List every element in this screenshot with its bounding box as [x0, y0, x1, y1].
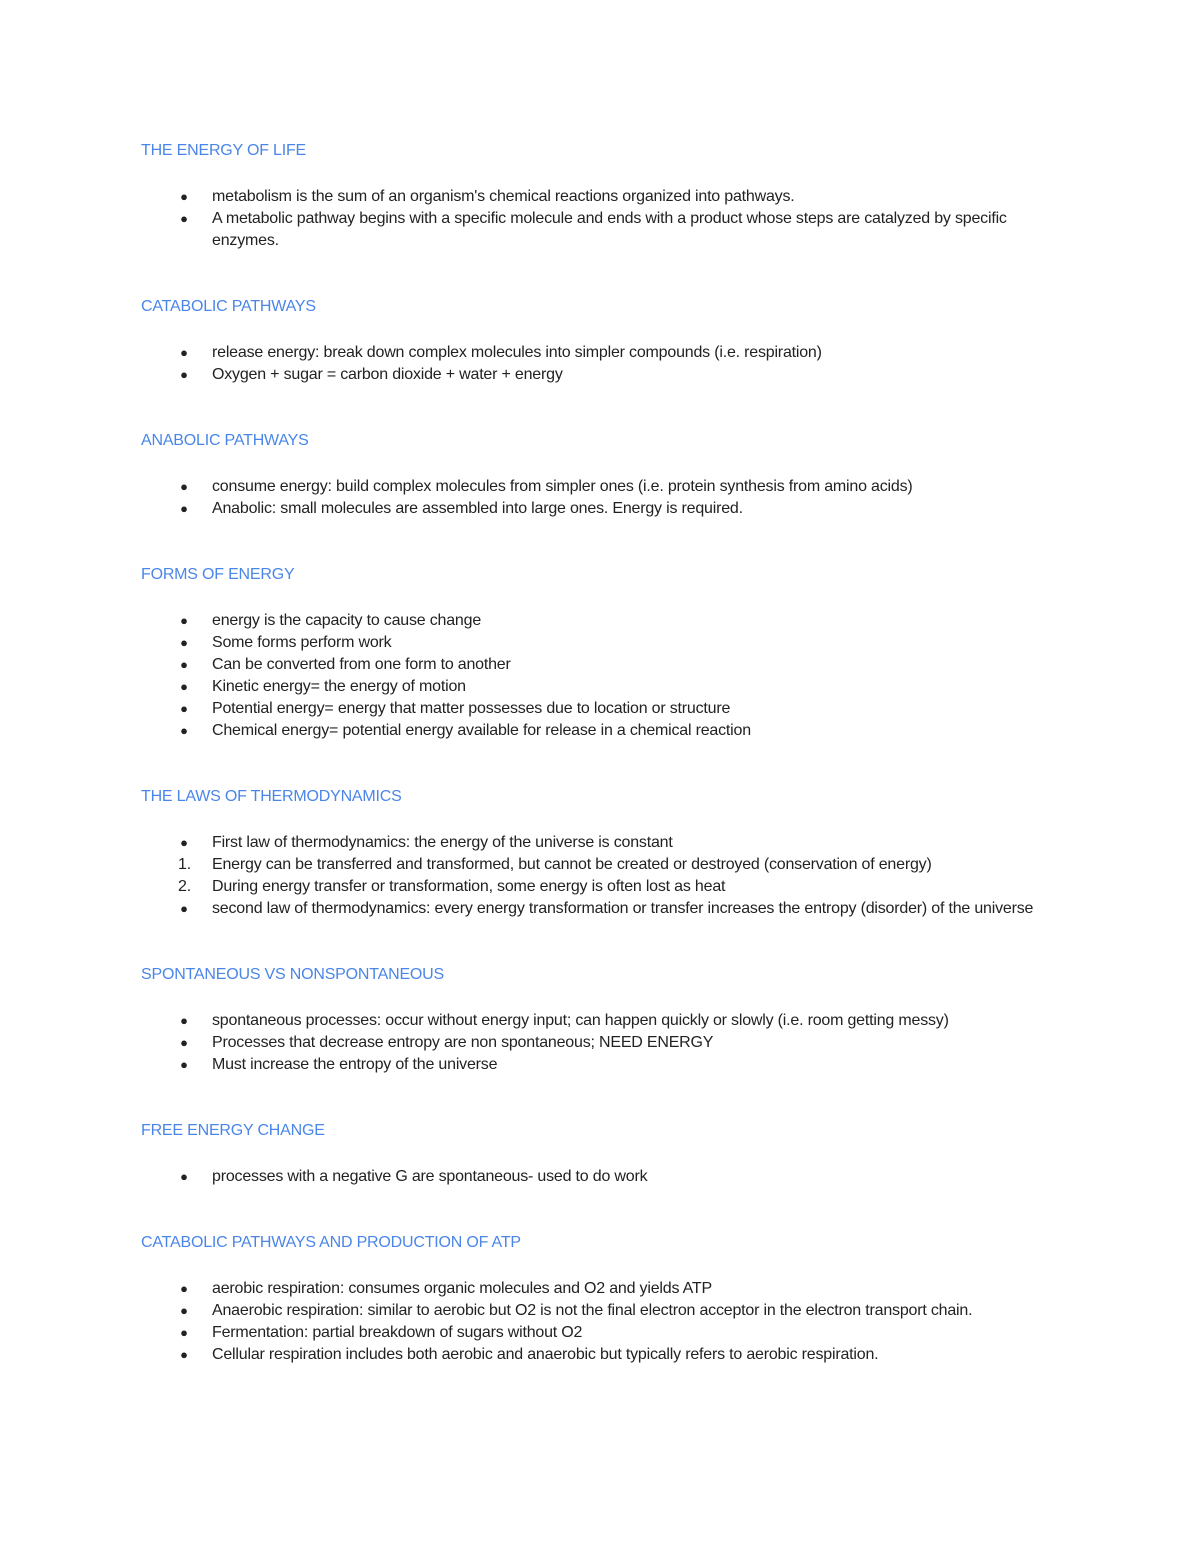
- list-item: [141, 610, 1041, 632]
- list-item-text: Anaerobic respiration: similar to aerobic but O2 is not the final electron acceptor in the electron transport chain.: [212, 1302, 973, 1319]
- list-item: [141, 854, 1041, 876]
- list-item: [141, 1322, 1041, 1344]
- section: [141, 1120, 1041, 1188]
- list-item: [141, 208, 1041, 252]
- bullet-icon: ●: [180, 189, 188, 204]
- list-item-text: Kinetic energy= the energy of motion: [212, 678, 466, 695]
- list-item: [141, 676, 1041, 698]
- bullet-icon: ●: [180, 1013, 188, 1028]
- bullet-icon: ●: [180, 1281, 188, 1296]
- bullet-icon: ●: [180, 901, 188, 916]
- bullet-icon: ●: [180, 479, 188, 494]
- bullet-icon: ●: [180, 1035, 188, 1050]
- list-item-text: metabolism is the sum of an organism's chemical reactions organized into pathways.: [212, 188, 795, 205]
- list-number: 2.: [178, 878, 191, 895]
- list-item: [141, 832, 1041, 854]
- bullet-icon: ●: [180, 679, 188, 694]
- list-item-text: Fermentation: partial breakdown of sugars without O2: [212, 1324, 583, 1341]
- list-item-text: release energy: break down complex molecules into simpler compounds (i.e. respiration): [212, 344, 822, 361]
- list-item-text: consume energy: build complex molecules from simpler ones (i.e. protein synthesis from amino acids): [212, 478, 913, 495]
- list-item: [141, 632, 1041, 654]
- list-item-text: processes with a negative G are spontaneous- used to do work: [212, 1168, 648, 1185]
- list-item: [141, 342, 1041, 364]
- section: [141, 786, 1041, 920]
- list-item-text: aerobic respiration: consumes organic molecules and O2 and yields ATP: [212, 1280, 712, 1297]
- list-item-text: spontaneous processes: occur without energy input; can happen quickly or slowly (i.e. room getting messy): [212, 1012, 949, 1029]
- section-heading: CATABOLIC PATHWAYS: [141, 298, 316, 315]
- list-item-text: Anabolic: small molecules are assembled into large ones. Energy is required.: [212, 500, 743, 517]
- bullet-icon: ●: [180, 613, 188, 628]
- bullet-list: [141, 1278, 1041, 1366]
- list-item-text: Processes that decrease entropy are non spontaneous; NEED ENERGY: [212, 1034, 714, 1051]
- list-item: [141, 1278, 1041, 1300]
- bullet-icon: ●: [180, 723, 188, 738]
- bullet-icon: ●: [180, 345, 188, 360]
- bullet-list: [141, 1010, 1041, 1076]
- list-item-text: Oxygen + sugar = carbon dioxide + water + energy: [212, 366, 563, 383]
- list-item-text: Some forms perform work: [212, 634, 392, 651]
- list-item: [141, 1032, 1041, 1054]
- bullet-icon: ●: [180, 501, 188, 516]
- bullet-list: [141, 610, 1041, 742]
- list-item-text: Energy can be transferred and transformed, but cannot be created or destroyed (conservation of energy): [212, 856, 932, 873]
- section: [141, 564, 1041, 742]
- bullet-icon: ●: [180, 635, 188, 650]
- section-heading: THE ENERGY OF LIFE: [141, 142, 307, 159]
- bullet-icon: ●: [180, 657, 188, 672]
- list-item-text: A metabolic pathway begins with a specific molecule and ends with a product whose steps are catalyzed by specific enzymes.: [212, 210, 1007, 249]
- list-item-text: Cellular respiration includes both aerobic and anaerobic but typically refers to aerobic respiration.: [212, 1346, 879, 1363]
- list-item: [141, 186, 1041, 208]
- list-item: [141, 1166, 1041, 1188]
- bullet-list: [141, 1166, 1041, 1188]
- bullet-icon: ●: [180, 701, 188, 716]
- list-item-text: Potential energy= energy that matter possesses due to location or structure: [212, 700, 731, 717]
- list-number: 1.: [178, 856, 191, 873]
- bullet-icon: ●: [180, 211, 188, 226]
- list-item: [141, 1010, 1041, 1032]
- list-item: [141, 898, 1041, 920]
- list-item-text: energy is the capacity to cause change: [212, 612, 482, 629]
- section: [141, 430, 1041, 520]
- section-heading: ANABOLIC PATHWAYS: [141, 432, 309, 449]
- list-item-text: During energy transfer or transformation, some energy is often lost as heat: [212, 878, 726, 895]
- section-heading: FORMS OF ENERGY: [141, 566, 295, 583]
- bullet-icon: ●: [180, 1303, 188, 1318]
- list-item-text: Must increase the entropy of the universe: [212, 1056, 498, 1073]
- bullet-list: [141, 832, 1041, 920]
- document-body: [141, 140, 1041, 1366]
- bullet-list: [141, 186, 1041, 252]
- list-item-text: Chemical energy= potential energy available for release in a chemical reaction: [212, 722, 751, 739]
- list-item-text: Can be converted from one form to another: [212, 656, 511, 673]
- list-item: [141, 1300, 1041, 1322]
- bullet-list: [141, 476, 1041, 520]
- bullet-icon: ●: [180, 835, 188, 850]
- bullet-icon: ●: [180, 1347, 188, 1362]
- list-item: [141, 1054, 1041, 1076]
- bullet-list: [141, 342, 1041, 386]
- list-item: [141, 876, 1041, 898]
- bullet-icon: ●: [180, 367, 188, 382]
- section-heading: THE LAWS OF THERMODYNAMICS: [141, 788, 402, 805]
- section: [141, 964, 1041, 1076]
- list-item-text: second law of thermodynamics: every energy transformation or transfer increases the entropy (disorder) of the universe: [212, 900, 1034, 917]
- list-item: [141, 476, 1041, 498]
- list-item: [141, 654, 1041, 676]
- section-heading: SPONTANEOUS VS NONSPONTANEOUS: [141, 966, 444, 983]
- section: [141, 1232, 1041, 1366]
- bullet-icon: ●: [180, 1325, 188, 1340]
- section-heading: CATABOLIC PATHWAYS AND PRODUCTION OF ATP: [141, 1234, 521, 1251]
- bullet-icon: ●: [180, 1169, 188, 1184]
- list-item: [141, 720, 1041, 742]
- list-item: [141, 698, 1041, 720]
- section-heading: FREE ENERGY CHANGE: [141, 1122, 325, 1139]
- list-item: [141, 1344, 1041, 1366]
- section: [141, 140, 1041, 252]
- list-item-text: First law of thermodynamics: the energy of the universe is constant: [212, 834, 673, 851]
- bullet-icon: ●: [180, 1057, 188, 1072]
- list-item: [141, 498, 1041, 520]
- list-item: [141, 364, 1041, 386]
- section: [141, 296, 1041, 386]
